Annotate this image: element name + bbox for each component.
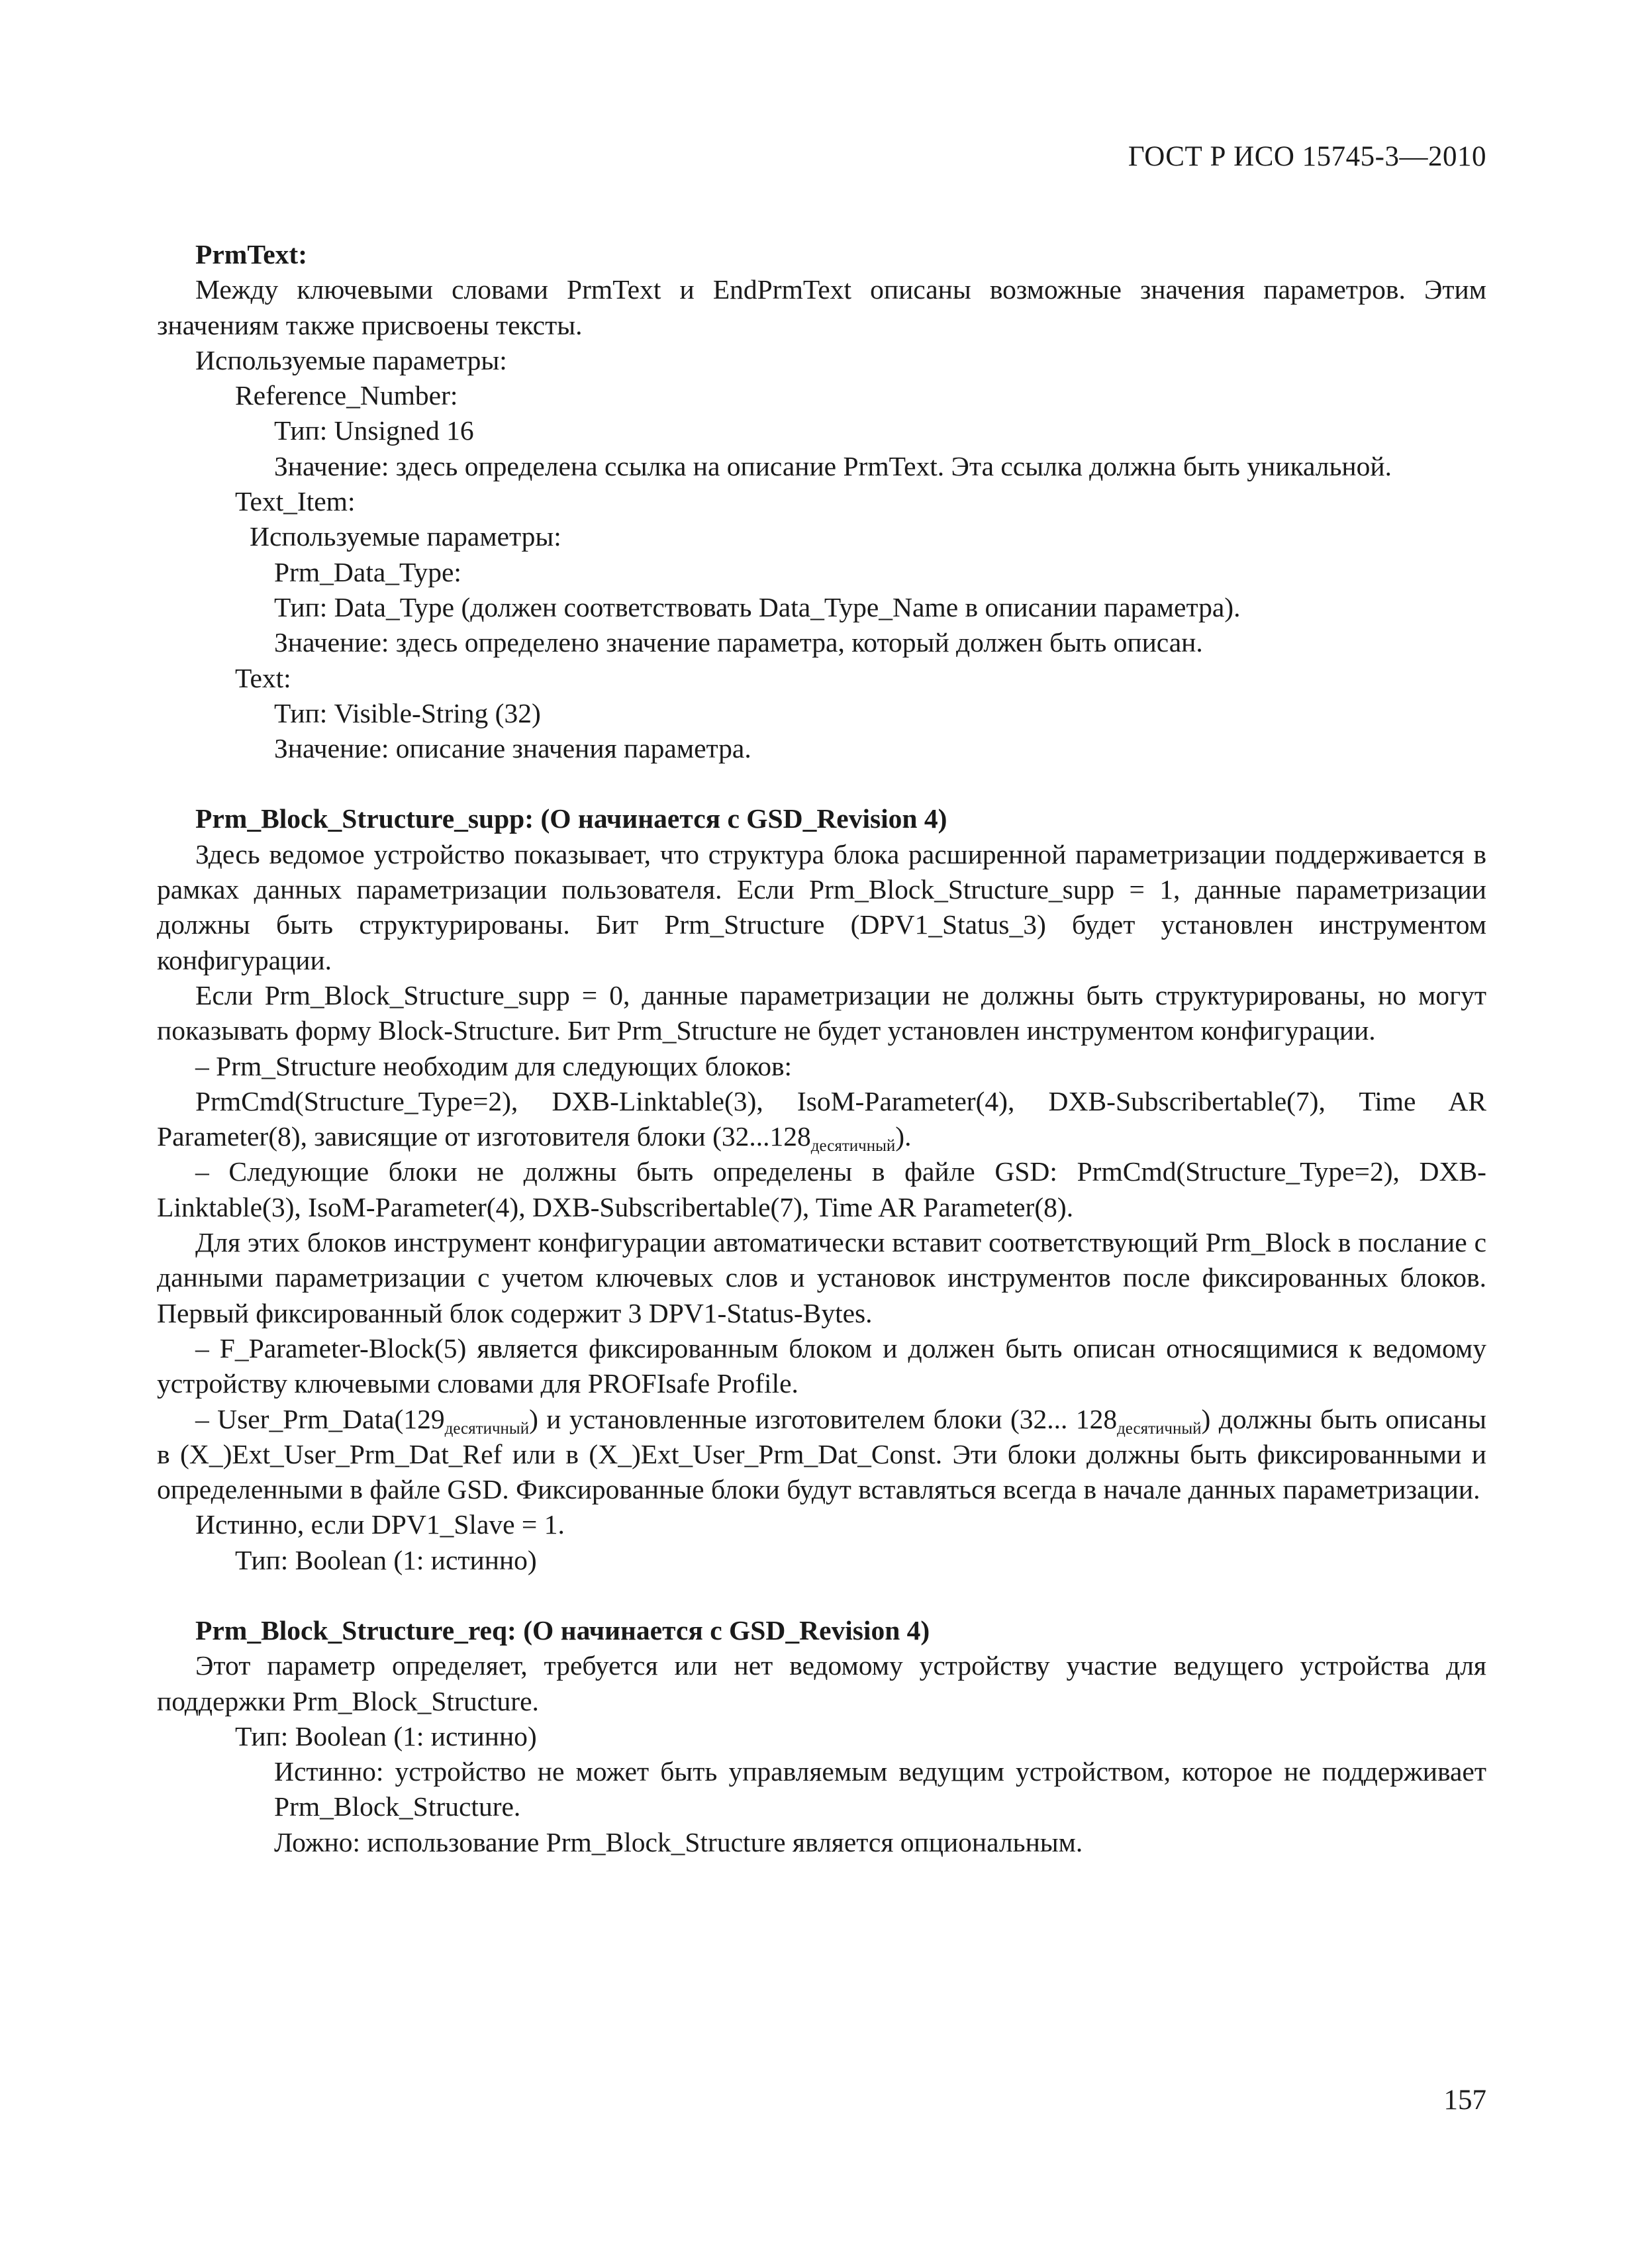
prmtext-ref-value: Значение: здесь определена ссылка на описание PrmText. Эта ссылка должна быть уникальной.: [274, 450, 1392, 481]
supp-paragraph-9: Истинно, если DPV1_Slave = 1.: [195, 1509, 565, 1540]
req-true-text: Истинно: устройство не может быть управляемым ведущим устройством, которое не поддерживает Prm_Block_Structure.: [274, 1756, 1486, 1822]
supp-paragraph-1: Здесь ведомое устройство показывает, что структура блока расширенной параметризации поддерживается в рамках данных параметризации пользователя. Если Prm_Block_Structure_supp = 1, данные параметризации должны быть структурированы. Бит Prm_Structure (DPV1_Status_3) будет установлен инструментом конфигурации.: [157, 838, 1486, 975]
req-false-text: Ложно: использование Prm_Block_Structure является опциональным.: [274, 1826, 1083, 1857]
supp-p4-end: ).: [895, 1121, 912, 1152]
prmtext-intro: Между ключевыми словами PrmText и EndPrmText описаны возможные значения параметров. Этим значениям также присвоены тексты.: [157, 274, 1486, 340]
prmtext-text: Text:: [235, 662, 291, 693]
supp-paragraph-3: – Prm_Structure необходим для следующих блоков:: [195, 1050, 793, 1081]
prmtext-heading: PrmText:: [195, 239, 308, 270]
supp-paragraph-2: Если Prm_Block_Structure_supp = 0, данные параметризации не должны быть структурированы, но могут показывать форму Block-Structure. Бит Prm_Structure не будет установлен инструментом конфигурации.: [157, 979, 1486, 1046]
prmtext-ref-type: Тип: Unsigned 16: [274, 415, 474, 446]
supp-p8-subscript-2: десятичный: [1117, 1419, 1202, 1438]
req-heading: Prm_Block_Structure_req: (О начинается с GSD_Revision 4): [195, 1614, 930, 1646]
supp-paragraph-4: [157, 1084, 1486, 1155]
supp-p4-text: PrmCmd(Structure_Type=2), DXB-Linktable(3), IsoM-Parameter(4), DXB-Subscribertable(7), Time AR Parameter(8), зависящие от изготовителя блоки (32...128: [157, 1085, 1486, 1152]
supp-paragraph-6: Для этих блоков инструмент конфигурации автоматически вставит соответствующий Prm_Block в послание с данными параметризации с учетом ключевых слов и установок инструментов после фиксированных блоков. Первый фиксированный блок содержит 3 DPV1-Status-Bytes.: [157, 1227, 1486, 1328]
supp-p8-subscript-1: десятичный: [444, 1419, 530, 1438]
supp-p8-text-a: – User_Prm_Data(129: [195, 1403, 445, 1434]
supp-paragraph-7: – F_Parameter-Block(5) является фиксированным блоком и должен быть описан относящимися к ведомому устройству ключевыми словами для PROFIsafe Profile.: [157, 1332, 1486, 1399]
prmtext-text-item: Text_Item:: [235, 486, 356, 517]
prmtext-text-item-params: Используемые параметры:: [250, 521, 561, 552]
prmtext-prm-data-type: Prm_Data_Type:: [274, 556, 461, 587]
prmtext-prm-data-type-type: Тип: Data_Type (должен соответствовать Data_Type_Name в описании параметра).: [274, 591, 1241, 622]
supp-paragraph-8: [157, 1402, 1486, 1508]
prmtext-prm-data-type-value: Значение: здесь определено значение параметра, который должен быть описан.: [274, 627, 1203, 658]
req-paragraph-1: Этот параметр определяет, требуется или нет ведомому устройству участие ведущего устройства для поддержки Prm_Block_Structure.: [157, 1650, 1486, 1716]
supp-paragraph-5: – Следующие блоки не должны быть определены в файле GSD: PrmCmd(Structure_Type=2), DXB-Linktable(3), IsoM-Parameter(4), DXB-Subscribertable(7), Time AR Parameter(8).: [157, 1156, 1486, 1222]
prmtext-ref-number: Reference_Number:: [235, 380, 458, 411]
supp-type: Тип: Boolean (1: истинно): [235, 1544, 537, 1575]
supp-p8-text-c: ) должны быть описаны в (X_)Ext_User_Prm_Dat_Ref или в (X_)Ext_User_Prm_Dat_Const. Эти блоки должны быть фиксированными и определенными в файле GSD. Фиксированные блоки будут вставляться всегда в начале данных параметризации.: [157, 1403, 1487, 1505]
prmtext-text-type: Тип: Visible-String (32): [274, 697, 541, 728]
req-type: Тип: Boolean (1: истинно): [235, 1720, 537, 1751]
page-number: 157: [1443, 2085, 1486, 2116]
prmtext-params-label: Используемые параметры:: [195, 344, 507, 375]
prmtext-text-value: Значение: описание значения параметра.: [274, 733, 751, 764]
page-body: [157, 237, 1486, 1860]
supp-p4-subscript: десятичный: [810, 1137, 896, 1156]
document-header: ГОСТ Р ИСО 15745-3—2010: [1128, 141, 1486, 172]
supp-heading: Prm_Block_Structure_supp: (О начинается с GSD_Revision 4): [195, 803, 947, 834]
supp-p8-text-b: ) и установленные изготовителем блоки (32... 128: [529, 1403, 1118, 1434]
